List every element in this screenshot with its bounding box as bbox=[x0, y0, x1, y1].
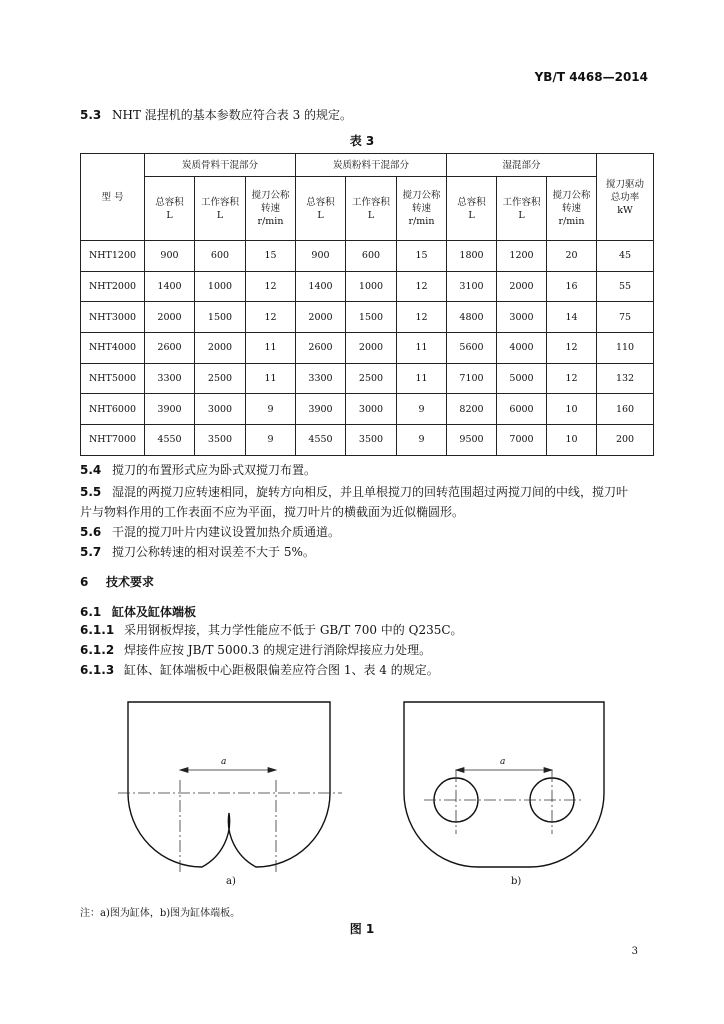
subheader-line: 转速 bbox=[260, 203, 280, 214]
cell: 2500 bbox=[346, 363, 397, 394]
cell: 12 bbox=[547, 333, 597, 364]
table-caption: 表 3 bbox=[349, 134, 375, 148]
subfigure-label-b: b) bbox=[511, 876, 522, 887]
subheader-unit: L bbox=[166, 209, 173, 221]
cell: 1500 bbox=[346, 302, 397, 333]
subheader-unit: L bbox=[518, 209, 525, 221]
cell-model: NHT2000 bbox=[81, 271, 145, 302]
cell: 6000 bbox=[497, 394, 547, 425]
cell: 8200 bbox=[447, 394, 497, 425]
cell: 45 bbox=[597, 241, 654, 272]
cell: 9 bbox=[397, 425, 447, 456]
subheader-line: 总容积 bbox=[457, 196, 486, 208]
cell: 1000 bbox=[346, 271, 397, 302]
cylinder-outline bbox=[128, 702, 330, 867]
cell: 14 bbox=[547, 302, 597, 333]
clause-number: 5.6 bbox=[80, 525, 102, 539]
power-header-line: 总功率 bbox=[610, 191, 640, 203]
section-title: 技术要求 bbox=[106, 575, 155, 589]
cell: 9500 bbox=[447, 425, 497, 456]
figure-caption: 图 1 bbox=[349, 922, 375, 936]
cell: 2000 bbox=[346, 333, 397, 364]
clause-text: NHT 混捏机的基本参数应符合表 3 的规定。 bbox=[112, 108, 353, 122]
subsection-number: 6.1 bbox=[80, 605, 102, 619]
cell-model: NHT7000 bbox=[81, 425, 145, 456]
cell: 1200 bbox=[497, 241, 547, 272]
cell: 3000 bbox=[195, 394, 246, 425]
model-header: 型 号 bbox=[81, 154, 145, 241]
cell: 110 bbox=[597, 333, 654, 364]
cylinder-centerlines bbox=[118, 780, 342, 875]
cell: 200 bbox=[597, 425, 654, 456]
cell: 2000 bbox=[497, 271, 547, 302]
cell: 16 bbox=[547, 271, 597, 302]
cell: 2600 bbox=[145, 333, 195, 364]
subheader-line: 总容积 bbox=[155, 196, 184, 208]
cell-model: NHT6000 bbox=[81, 394, 145, 425]
cell: 12 bbox=[246, 271, 296, 302]
subheader-line: 搅刀公称 bbox=[251, 190, 290, 201]
cell: 900 bbox=[145, 241, 195, 272]
end-plate-outline bbox=[404, 702, 604, 867]
subheader-unit: L bbox=[317, 209, 324, 221]
cell: 3500 bbox=[346, 425, 397, 456]
subheader-unit: L bbox=[367, 209, 375, 221]
clause-number: 6.1.3 bbox=[80, 663, 115, 677]
cell: 3000 bbox=[346, 394, 397, 425]
clause-number: 6.1.2 bbox=[80, 643, 115, 657]
clause-number: 5.4 bbox=[80, 463, 102, 477]
subfigure-label-a: a) bbox=[226, 876, 236, 887]
cell: 3000 bbox=[497, 302, 547, 333]
cell: 1400 bbox=[296, 271, 346, 302]
dimension-line-a bbox=[180, 768, 276, 773]
cell: 5000 bbox=[497, 363, 547, 394]
subheader-line: 搅刀公称 bbox=[402, 190, 441, 201]
cell: 12 bbox=[547, 363, 597, 394]
cell: 3500 bbox=[195, 425, 246, 456]
cell: 600 bbox=[195, 241, 246, 272]
cell: 1800 bbox=[447, 241, 497, 272]
cell: 4550 bbox=[145, 425, 195, 456]
cell: 3900 bbox=[296, 394, 346, 425]
cell: 4550 bbox=[296, 425, 346, 456]
subheader-unit: L bbox=[216, 209, 224, 221]
cell-model: NHT1200 bbox=[81, 241, 145, 272]
clause-text: 搅刀公称转速的相对误差不大于 5%。 bbox=[112, 545, 315, 559]
subsection-title: 缸体及缸体端板 bbox=[112, 605, 197, 619]
cell: 9 bbox=[246, 425, 296, 456]
cell: 55 bbox=[597, 271, 654, 302]
subheader-unit: r/min bbox=[558, 216, 585, 227]
cell-model: NHT5000 bbox=[81, 363, 145, 394]
cell: 15 bbox=[397, 241, 447, 272]
clause-text: 片与物料作用的工作表面不应为平面，搅刀叶片的横截面为近似椭圆形。 bbox=[80, 505, 465, 519]
subheader-unit: r/min bbox=[408, 216, 435, 227]
clause-number: 5.5 bbox=[80, 485, 102, 499]
subheader-line: 总容积 bbox=[306, 196, 335, 208]
subheader-line: 工作容积 bbox=[200, 196, 239, 208]
subheader-line: 搅刀公称 bbox=[552, 190, 591, 201]
cell: 2500 bbox=[195, 363, 246, 394]
cell: 75 bbox=[597, 302, 654, 333]
cell: 20 bbox=[547, 241, 597, 272]
clause-number: 5.3 bbox=[80, 108, 102, 122]
section-number: 6 bbox=[80, 575, 89, 589]
cell-model: NHT4000 bbox=[81, 333, 145, 364]
dimension-label-a: a bbox=[221, 757, 227, 767]
group-header: 炭质粉料干混部分 bbox=[296, 154, 447, 177]
cell-model: NHT3000 bbox=[81, 302, 145, 333]
cell: 15 bbox=[246, 241, 296, 272]
subheader-line: 工作容积 bbox=[351, 196, 390, 208]
cell: 1400 bbox=[145, 271, 195, 302]
cell: 11 bbox=[397, 363, 447, 394]
cell: 160 bbox=[597, 394, 654, 425]
cell: 3300 bbox=[145, 363, 195, 394]
subheader-unit: L bbox=[468, 209, 475, 221]
cell: 900 bbox=[296, 241, 346, 272]
cell: 4000 bbox=[497, 333, 547, 364]
group-header: 湿混部分 bbox=[447, 154, 597, 177]
cell: 2600 bbox=[296, 333, 346, 364]
dimension-line-b bbox=[456, 768, 552, 773]
clause-text: 干混的搅刀叶片内建议设置加热介质通道。 bbox=[112, 525, 341, 539]
cell: 5600 bbox=[447, 333, 497, 364]
clause-text: 搅刀的布置形式应为卧式双搅刀布置。 bbox=[112, 463, 317, 477]
cell: 10 bbox=[547, 394, 597, 425]
clause-text: 缸体、缸体端板中心距极限偏差应符合图 1、表 4 的规定。 bbox=[124, 663, 439, 677]
power-header-line: kW bbox=[617, 204, 633, 216]
cell: 9 bbox=[397, 394, 447, 425]
cell: 132 bbox=[597, 363, 654, 394]
clause-text: 采用钢板焊接，其力学性能应不低于 GB/T 700 中的 Q235C。 bbox=[124, 623, 463, 637]
cell: 600 bbox=[346, 241, 397, 272]
cell: 12 bbox=[397, 302, 447, 333]
cell: 7100 bbox=[447, 363, 497, 394]
cell: 9 bbox=[246, 394, 296, 425]
cell: 1000 bbox=[195, 271, 246, 302]
standard-code: YB/T 4468—2014 bbox=[534, 70, 648, 84]
cell: 11 bbox=[397, 333, 447, 364]
cell: 11 bbox=[246, 333, 296, 364]
subheader-unit: r/min bbox=[257, 216, 284, 227]
clause-number: 6.1.1 bbox=[80, 623, 115, 637]
cell: 11 bbox=[246, 363, 296, 394]
cell: 2000 bbox=[145, 302, 195, 333]
clause-text: 焊接件应按 JB/T 5000.3 的规定进行消除焊接应力处理。 bbox=[124, 643, 432, 657]
subheader-line: 工作容积 bbox=[502, 196, 541, 208]
subheader-line: 转速 bbox=[411, 203, 431, 214]
dimension-label-b: a bbox=[500, 757, 506, 767]
cell: 4800 bbox=[447, 302, 497, 333]
figure-note: 注：a)图为缸体，b)图为缸体端板。 bbox=[80, 908, 241, 919]
page-number: 3 bbox=[631, 946, 638, 957]
cell: 2000 bbox=[296, 302, 346, 333]
group-header: 炭质骨料干混部分 bbox=[145, 154, 296, 177]
clause-text: 湿混的两搅刀应转速相同，旋转方向相反，并且单根搅刀的回转范围超过两搅刀间的中线，搅刀叶 bbox=[112, 485, 629, 499]
cell: 3300 bbox=[296, 363, 346, 394]
cell: 10 bbox=[547, 425, 597, 456]
power-header-line: 搅刀驱动 bbox=[606, 178, 645, 190]
cell: 2000 bbox=[195, 333, 246, 364]
cell: 1500 bbox=[195, 302, 246, 333]
cell: 12 bbox=[246, 302, 296, 333]
clause-number: 5.7 bbox=[80, 545, 102, 559]
cell: 3100 bbox=[447, 271, 497, 302]
cell: 12 bbox=[397, 271, 447, 302]
cell: 3900 bbox=[145, 394, 195, 425]
subheader-line: 转速 bbox=[562, 203, 582, 214]
cell: 7000 bbox=[497, 425, 547, 456]
